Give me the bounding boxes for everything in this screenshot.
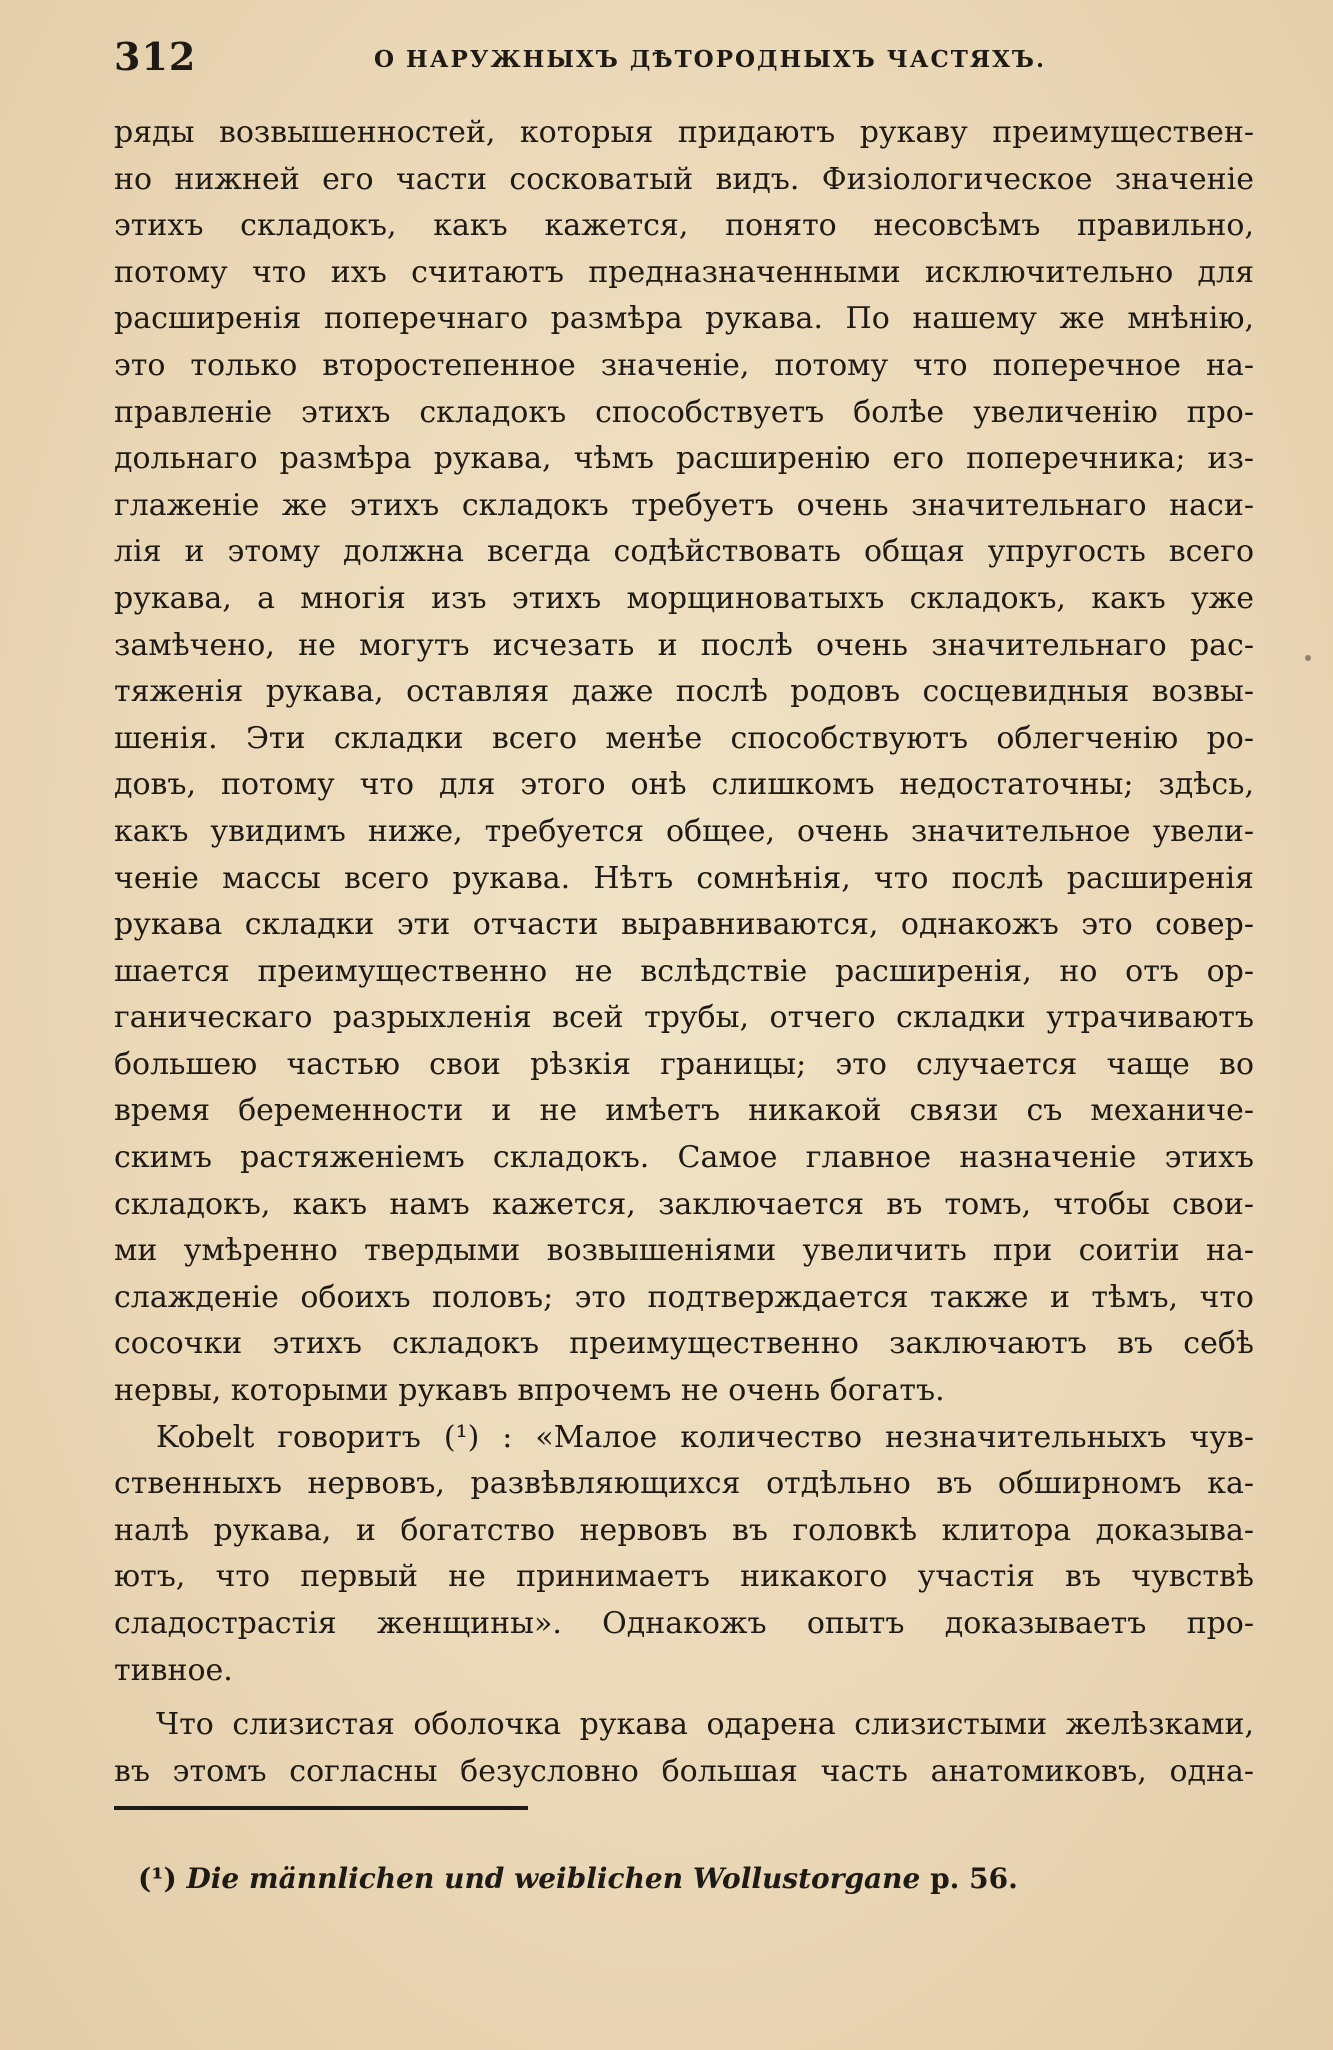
paragraph-start-line: Что слизистая оболочка рукава одарена слизистыми желѣзками, (156, 1707, 1254, 1743)
text-line: дольнаго размѣра рукава, чѣмъ расширенiю его поперечника; из- (114, 441, 1254, 477)
text-line: лiя и этому должна всегда содѣйствовать общая упругость всего (114, 534, 1254, 570)
text-line: это только второстепенное значенiе, потому что поперечное на- (114, 347, 1254, 383)
running-title: О НАРУЖНЫХЪ ДѢТОРОДНЫХЪ ЧАСТЯХЪ. (374, 46, 1047, 73)
text-line: большею частью свои рѣзкiя границы; это случается чаще во (114, 1046, 1254, 1082)
text-line: ганическаго разрыхленiя всей трубы, отчего складки утрачиваютъ (114, 1000, 1254, 1036)
text-line: рукава, а многiя изъ этихъ морщиноватыхъ складокъ, какъ уже (114, 580, 1254, 616)
text-line: налѣ рукава, и богатство нервовъ въ головкѣ клитора доказыва- (114, 1512, 1254, 1548)
text-line: этихъ складокъ, какъ кажется, понято несовсѣмъ правильно, (114, 208, 1254, 244)
text-line: какъ увидимъ ниже, требуется общее, очень значительное увели- (114, 813, 1254, 849)
text-line: ственныхъ нервовъ, развѣвляющихся отдѣльно въ обширномъ ка- (114, 1466, 1254, 1502)
text-line: въ этомъ согласны безусловно большая часть анатомиковъ, одна- (114, 1753, 1254, 1789)
footnote (138, 1859, 1018, 1899)
text-line: сладострастiя женщины». Однакожъ опытъ доказываетъ про- (114, 1606, 1254, 1641)
page-number: 312 (114, 34, 197, 79)
text-line: скимъ растяженiемъ складокъ. Самое главное назначенiе этихъ (114, 1140, 1254, 1176)
text-line: слажденiе обоихъ половъ; это подтверждается также и тѣмъ, что (114, 1279, 1254, 1315)
paragraph-gap (114, 1694, 1254, 1702)
paragraph-start-line: Kobelt говоритъ (¹) : «Малое количество незначительныхъ чув- (156, 1419, 1254, 1455)
text-line: складокъ, какъ намъ кажется, заключается въ томъ, чтобы свои- (114, 1186, 1254, 1222)
text-line: ченiе массы всего рукава. Нѣтъ сомнѣнiя, что послѣ расширенiя (114, 860, 1254, 896)
text-line: замѣчено, не могутъ исчезать и послѣ очень значительнаго рас- (114, 627, 1254, 663)
footnote-divider (114, 1806, 528, 1810)
paper-speck (1305, 655, 1311, 661)
text-line: тяженiя рукава, оставляя даже послѣ родовъ сосцевидныя возвы- (114, 674, 1254, 710)
text-line: шенiя. Эти складки всего менѣе способствуютъ облегченiю ро- (114, 720, 1254, 756)
text-line: время беременности и не имѣетъ никакой связи съ механиче- (114, 1093, 1254, 1129)
text-line: сосочки этихъ складокъ преимущественно заключаютъ въ себѣ (114, 1326, 1254, 1362)
text-line: ютъ, что первый не принимаетъ никакого участiя въ чувствѣ (114, 1559, 1254, 1595)
text-line: шается преимущественно не вслѣдствiе расширенiя, но отъ ор- (114, 953, 1254, 989)
footnote-work-title: Die männlichen und weiblichen Wollustorgane (186, 1862, 921, 1895)
footnote-page-ref: p. 56. (930, 1862, 1018, 1895)
text-line: но нижней его части сосковатый видъ. Физiологическое значенiе (114, 161, 1254, 197)
text-line: довъ, потому что для этого онѣ слишкомъ недостаточны; здѣсь, (114, 767, 1254, 803)
text-line: правленiе этихъ складокъ способствуетъ болѣе увеличенiю про- (114, 394, 1254, 430)
text-line: расширенiя поперечнаго размѣра рукава. По нашему же мнѣнiю, (114, 301, 1254, 337)
text-line: глаженiе же этихъ складокъ требуетъ очень значительнаго наси- (114, 487, 1254, 523)
page-header (114, 34, 1254, 86)
text-line: потому что ихъ считаютъ предназначенными исключительно для (114, 254, 1254, 290)
body-text (114, 110, 1254, 1795)
text-line: рукава складки эти отчасти выравниваются, однакожъ это совер- (114, 907, 1254, 943)
text-line: ми умѣренно твердыми возвышенiями увеличить при соитiи на- (114, 1233, 1254, 1269)
paragraph-end-line: нервы, которыми рукавъ впрочемъ не очень богатъ. (114, 1373, 945, 1409)
footnote-marker: (¹) (138, 1862, 177, 1895)
paragraph-end-line: тивное. (114, 1652, 233, 1688)
text-line: ряды возвышенностей, которыя придаютъ рукаву преимуществен- (114, 115, 1254, 150)
